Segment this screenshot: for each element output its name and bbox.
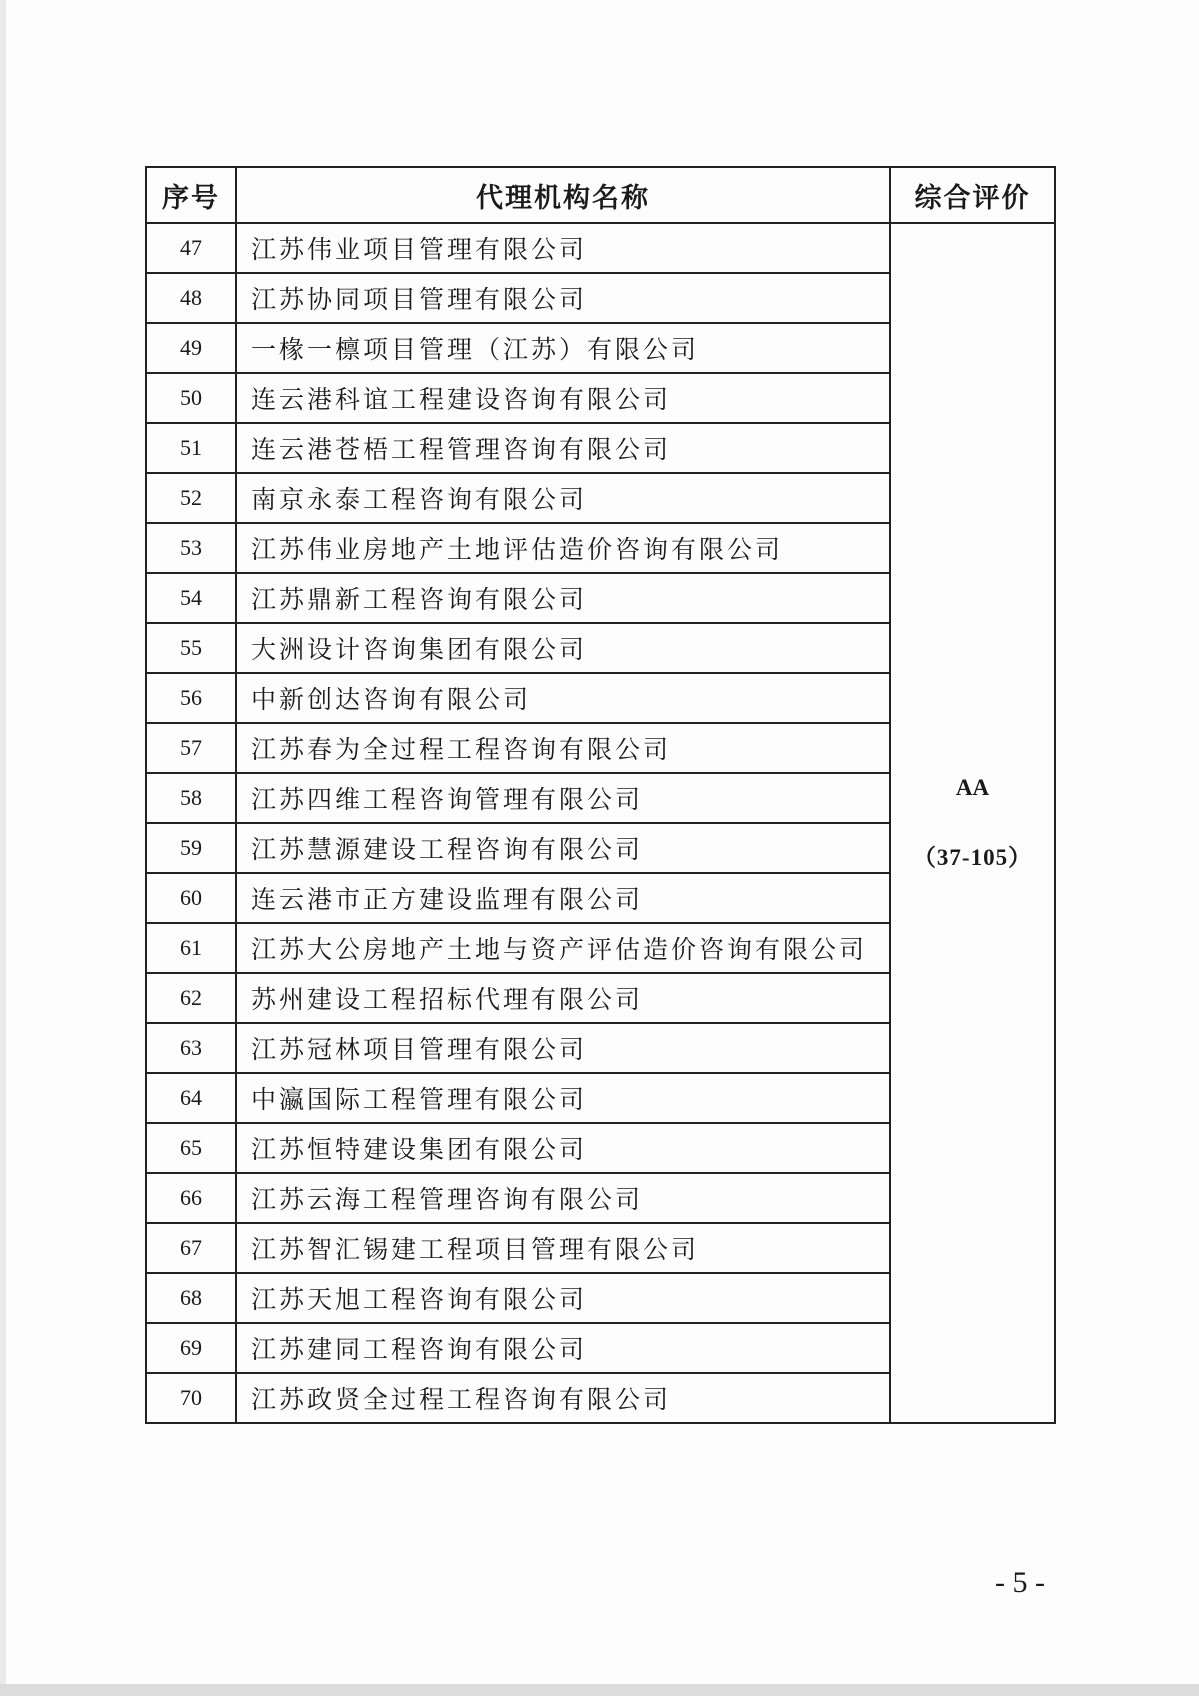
- row-agency-name: 江苏伟业项目管理有限公司: [236, 223, 890, 273]
- row-agency-name: 江苏大公房地产土地与资产评估造价咨询有限公司: [236, 923, 890, 973]
- page-number: - 5 -: [995, 1566, 1045, 1599]
- row-agency-name: 南京永泰工程咨询有限公司: [236, 473, 890, 523]
- row-agency-name: 江苏天旭工程咨询有限公司: [236, 1273, 890, 1323]
- row-serial-number: 49: [146, 323, 236, 373]
- row-agency-name: 江苏建同工程咨询有限公司: [236, 1323, 890, 1373]
- row-serial-number: 59: [146, 823, 236, 873]
- row-serial-number: 58: [146, 773, 236, 823]
- row-serial-number: 67: [146, 1223, 236, 1273]
- table-row: [146, 223, 1055, 273]
- row-serial-number: 70: [146, 1373, 236, 1423]
- row-agency-name: 连云港市正方建设监理有限公司: [236, 873, 890, 923]
- row-agency-name: 江苏恒特建设集团有限公司: [236, 1123, 890, 1173]
- row-serial-number: 52: [146, 473, 236, 523]
- row-agency-name: 江苏智汇锡建工程项目管理有限公司: [236, 1223, 890, 1273]
- row-agency-name: 连云港苍梧工程管理咨询有限公司: [236, 423, 890, 473]
- rating-range: （37-105）: [912, 844, 1033, 870]
- row-serial-number: 62: [146, 973, 236, 1023]
- table-body: [146, 223, 1055, 1423]
- row-agency-name: 一椽一檩项目管理（江苏）有限公司: [236, 323, 890, 373]
- header-serial-number: 序号: [146, 167, 236, 223]
- row-agency-name: 江苏四维工程咨询管理有限公司: [236, 773, 890, 823]
- row-serial-number: 54: [146, 573, 236, 623]
- row-serial-number: 50: [146, 373, 236, 423]
- scan-left-edge: [0, 0, 6, 1696]
- rating-grade: AA: [955, 774, 990, 800]
- row-serial-number: 56: [146, 673, 236, 723]
- overall-rating-cell: [890, 223, 1055, 1423]
- row-agency-name: 江苏慧源建设工程咨询有限公司: [236, 823, 890, 873]
- row-agency-name: 江苏春为全过程工程咨询有限公司: [236, 723, 890, 773]
- row-serial-number: 57: [146, 723, 236, 773]
- row-serial-number: 51: [146, 423, 236, 473]
- row-serial-number: 53: [146, 523, 236, 573]
- table-header: [146, 167, 1055, 223]
- row-serial-number: 69: [146, 1323, 236, 1373]
- row-agency-name: 连云港科谊工程建设咨询有限公司: [236, 373, 890, 423]
- row-agency-name: 江苏鼎新工程咨询有限公司: [236, 573, 890, 623]
- row-agency-name: 中瀛国际工程管理有限公司: [236, 1073, 890, 1123]
- header-overall-rating: 综合评价: [890, 167, 1055, 223]
- row-serial-number: 48: [146, 273, 236, 323]
- row-serial-number: 60: [146, 873, 236, 923]
- row-agency-name: 江苏协同项目管理有限公司: [236, 273, 890, 323]
- header-row: [146, 167, 1055, 223]
- scan-bottom-edge: [0, 1684, 1199, 1696]
- row-serial-number: 55: [146, 623, 236, 673]
- row-agency-name: 江苏伟业房地产土地评估造价咨询有限公司: [236, 523, 890, 573]
- row-agency-name: 江苏冠林项目管理有限公司: [236, 1023, 890, 1073]
- row-serial-number: 63: [146, 1023, 236, 1073]
- row-serial-number: 61: [146, 923, 236, 973]
- row-agency-name: 江苏云海工程管理咨询有限公司: [236, 1173, 890, 1223]
- row-agency-name: 江苏政贤全过程工程咨询有限公司: [236, 1373, 890, 1423]
- row-serial-number: 66: [146, 1173, 236, 1223]
- row-serial-number: 65: [146, 1123, 236, 1173]
- row-serial-number: 68: [146, 1273, 236, 1323]
- row-agency-name: 中新创达咨询有限公司: [236, 673, 890, 723]
- row-agency-name: 苏州建设工程招标代理有限公司: [236, 973, 890, 1023]
- row-agency-name: 大洲设计咨询集团有限公司: [236, 623, 890, 673]
- header-agency-name: 代理机构名称: [236, 167, 890, 223]
- agency-rating-table: [145, 166, 1056, 1424]
- row-serial-number: 64: [146, 1073, 236, 1123]
- row-serial-number: 47: [146, 223, 236, 273]
